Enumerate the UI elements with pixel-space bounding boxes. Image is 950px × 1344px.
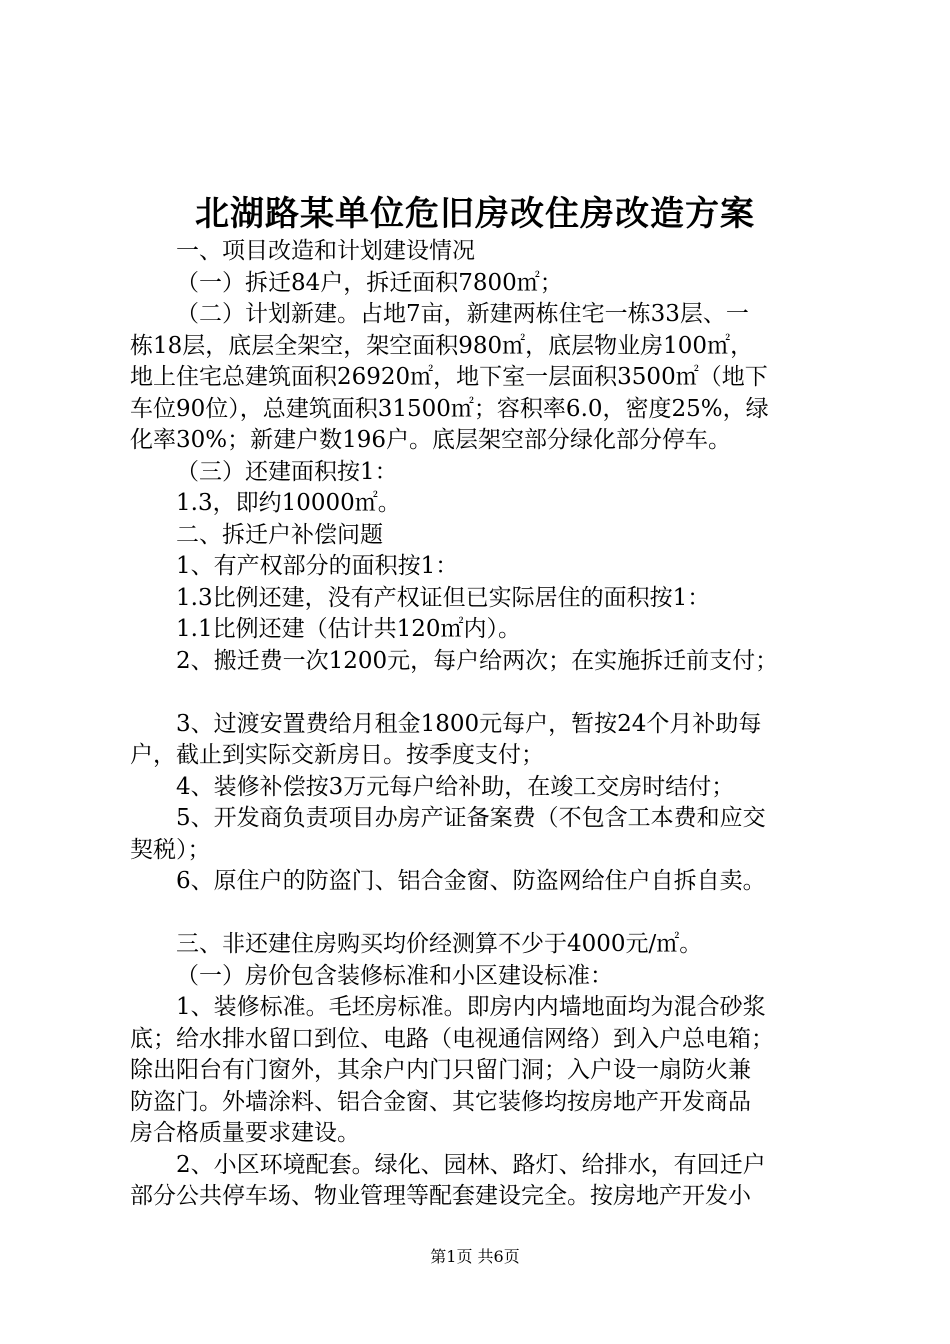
paragraph-line: 底；给水排水留口到位、电路（电视通信网络）到入户总电箱； [130,1025,774,1052]
paragraph-line: （一）拆迁84户，拆迁面积7800㎡； [176,269,563,296]
paragraph-line: 6、原住户的防盗门、铝合金窗、防盗网给住户自拆自卖。 [176,868,766,894]
document-body [130,236,842,1213]
paragraph-line: 3、过渡安置费给月租金1800元每户，暂按24个月补助每 [176,710,762,737]
page-footer: 第1页 共6页 [430,1247,520,1266]
paragraph-line: 2、搬迁费一次1200元，每户给两次；在实施拆迁前支付； [176,647,779,674]
paragraph-line: 除出阳台有门窗外，其余户内门只留门洞；入户设一扇防火兼 [130,1057,751,1083]
paragraph-line: 1、有产权部分的面积按1： [176,553,459,579]
paragraph-line: 1.1比例还建（估计共120㎡内）。 [176,616,521,642]
paragraph-line: 部分公共停车场、物业管理等配套建设完全。按房地产开发小 [130,1183,751,1209]
paragraph-line: （一）房价包含装修标准和小区建设标准： [176,962,613,989]
paragraph-line: 二、拆迁户补偿问题 [176,521,383,548]
paragraph-line: 防盗门。外墙涂料、铝合金窗、其它装修均按房地产开发商品 [130,1088,751,1115]
paragraph-line: 房合格质量要求建设。 [130,1120,360,1146]
paragraph-line [130,898,842,930]
paragraph-line: 户，截止到实际交新房日。按季度支付； [130,742,544,768]
paragraph-line: 1.3比例还建，没有产权证但已实际居住的面积按1： [176,584,711,611]
paragraph-line: 契税）； [130,836,211,863]
paragraph-line: （二）计划新建。占地7亩，新建两栋住宅一栋33层、一 [176,301,749,327]
paragraph-line: 化率30%；新建户数196户。底层架空部分绿化部分停车。 [130,427,732,453]
paragraph-line: 1.3，即约10000㎡。 [176,490,401,516]
paragraph-line: 5、开发商负责项目办房产证备案费（不包含工本费和应交 [176,805,766,831]
paragraph-line: 4、装修补偿按3万元每户给补助，在竣工交房时结付； [176,773,735,800]
paragraph-line: 车位90位），总建筑面积31500㎡；容积率6.0，密度25%，绿 [130,395,769,422]
paragraph-line: 一、项目改造和计划建设情况 [176,238,475,264]
paragraph-line: 栋18层，底层全架空，架空面积980㎡，底层物业房100㎡， [130,332,754,359]
paragraph-line: 2、小区环境配套。绿化、园林、路灯、给排水，有回迁户 [176,1151,766,1178]
document-title: 北湖路某单位危旧房改住房改造方案 [195,194,755,234]
paragraph-line: （三）还建面积按1： [176,458,398,485]
paragraph-line: 地上住宅总建筑面积26920㎡，地下室一层面积3500㎡（地下 [130,364,768,390]
paragraph-line [130,677,842,709]
paragraph-line: 1、装修标准。毛坯房标准。即房内内墙地面均为混合砂浆 [176,994,766,1020]
paragraph-line: 三、非还建住房购买均价经测算不少于4000元/㎡。 [176,931,703,957]
